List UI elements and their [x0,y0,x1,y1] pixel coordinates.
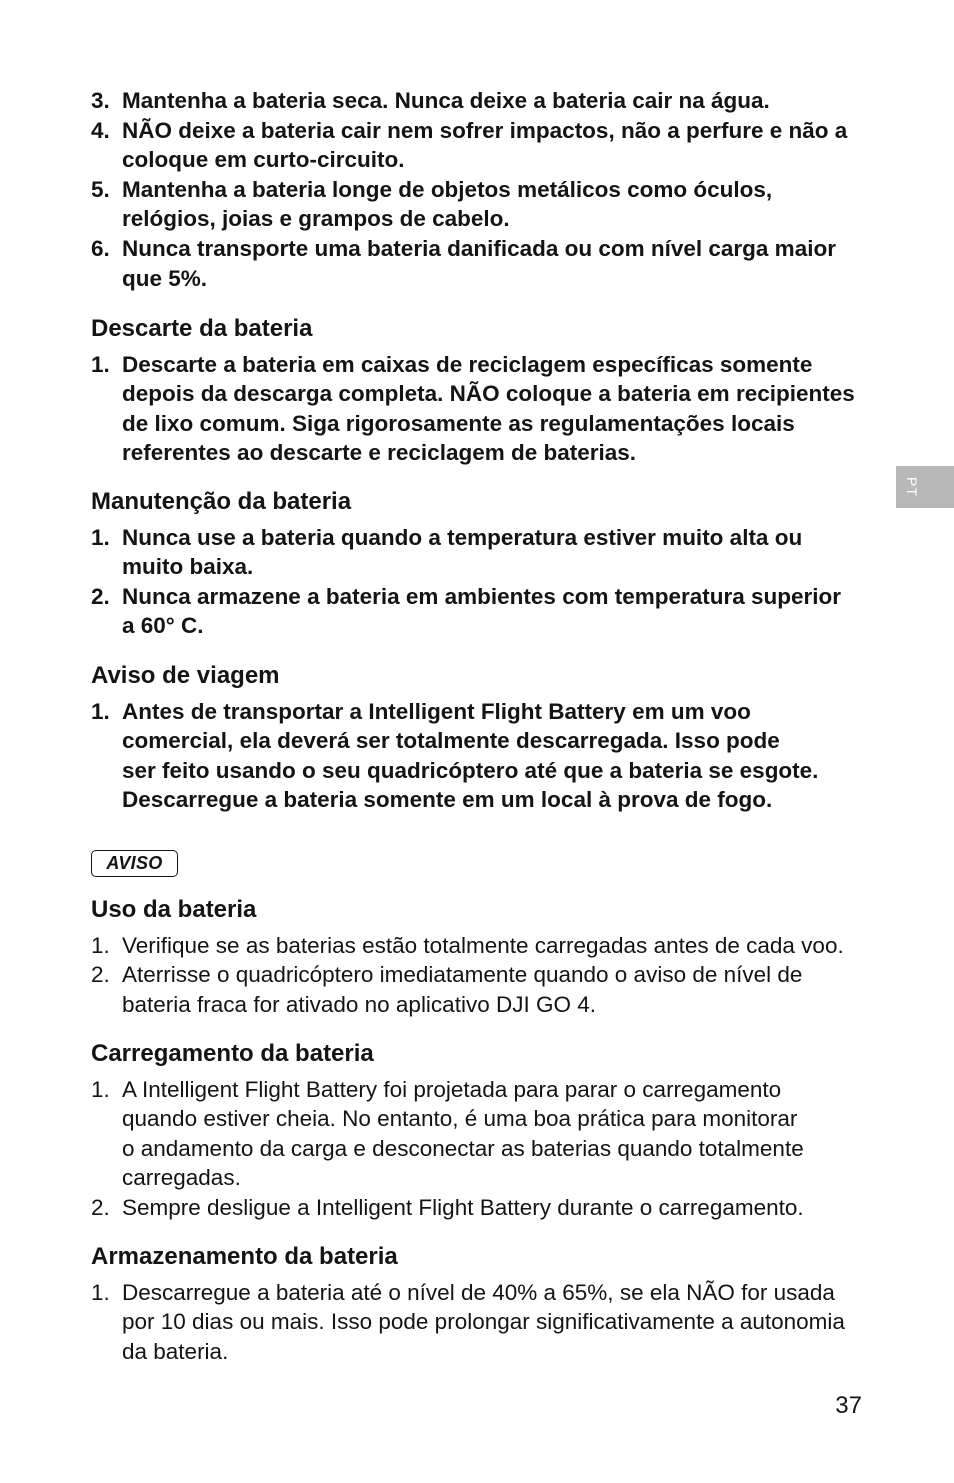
list-text-line: A Intelligent Flight Battery foi projetada para parar o carregamento [122,1076,782,1102]
numbered-list [91,86,881,293]
list-item [91,523,881,582]
list-number: 1. [91,1279,110,1305]
list-text-line: Descarregue a bateria até o nível de 40% a 65%, se ela NÃO for usada [122,1279,835,1305]
list-number: 2. [91,962,110,988]
numbered-list [91,350,881,468]
section-heading: Descarte da bateria [91,315,313,342]
list-text-line: muito baixa. [122,554,254,580]
list-number: 6. [91,235,110,261]
section-heading: Armazenamento da bateria [91,1243,398,1270]
section-storage [91,1242,881,1366]
section-maintenance [91,487,881,641]
section-usage [91,895,881,1019]
list-text-line: o andamento da carga e desconectar as baterias quando totalmente [122,1135,804,1161]
section-travel [91,661,881,815]
section-heading: Aviso de viagem [91,662,280,689]
numbered-list [91,523,881,641]
numbered-list [91,697,881,815]
list-item [91,86,881,116]
language-tab [896,466,954,508]
list-number: 1. [91,932,110,958]
list-text-line: Sempre desligue a Intelligent Flight Battery durante o carregamento. [122,1194,804,1220]
list-text-line: ser feito usando o seu quadricóptero até que a bateria se esgote. [122,757,819,783]
list-text-line: por 10 dias ou mais. Isso pode prolongar significativamente a autonomia [122,1309,845,1335]
numbered-list [91,1278,881,1367]
list-item [91,234,881,293]
list-text-line: depois da descarga completa. NÃO coloque a bateria em recipientes [122,381,855,407]
section-heading: Uso da bateria [91,896,257,923]
list-item [91,697,881,815]
list-text-line: Antes de transportar a Intelligent Flight Battery em um voo [122,698,751,724]
list-item [91,1278,881,1367]
list-text-line: Mantenha a bateria seca. Nunca deixe a bateria cair na água. [122,88,770,113]
safety-list-continued [91,86,881,293]
list-text-line: referentes ao descarte e reciclagem de baterias. [122,440,637,466]
list-text-line: Nunca armazene a bateria em ambientes com temperatura superior [122,583,842,609]
list-number: 5. [91,176,110,202]
list-number: 1. [91,524,110,550]
list-text-line: Descarte a bateria em caixas de reciclagem específicas somente [122,351,813,377]
list-item [91,582,881,641]
numbered-list [91,931,881,1020]
list-text-line: comercial, ela deverá ser totalmente descarregada. Isso pode [122,728,780,754]
numbered-list [91,1075,881,1223]
list-text-line: bateria fraca for ativado no aplicativo DJI GO 4. [122,991,596,1017]
language-tab-label: PT [903,477,920,497]
list-text-line: Descarregue a bateria somente em um local à prova de fogo. [122,787,773,813]
list-text-line: da bateria. [122,1338,229,1364]
list-text-line: NÃO deixe a bateria cair nem sofrer impactos, não a perfure e não a [122,117,848,143]
list-text-line: coloque em curto-circuito. [122,147,405,173]
list-text-line: Verifique se as baterias estão totalmente carregadas antes de cada voo. [122,932,844,958]
list-number: 2. [91,583,110,609]
notice-badge: AVISO [91,850,178,877]
list-text-line: que 5%. [122,265,208,291]
list-item [91,175,881,234]
list-number: 2. [91,1194,110,1220]
section-disposal [91,314,881,468]
list-item [91,116,881,175]
list-text-line: Aterrisse o quadricóptero imediatamente quando o aviso de nível de [122,962,803,988]
page-number: 37 [835,1392,862,1419]
list-item [91,931,881,961]
list-text-line: Mantenha a bateria longe de objetos metálicos como óculos, [122,176,773,202]
list-number: 1. [91,698,110,724]
list-number: 4. [91,117,110,143]
list-number: 1. [91,351,110,377]
list-number: 1. [91,1076,110,1102]
list-number: 3. [91,88,110,113]
list-item [91,350,881,468]
list-item [91,1193,881,1223]
section-charging [91,1039,881,1223]
list-text-line: Nunca use a bateria quando a temperatura estiver muito alta ou [122,524,803,550]
section-heading: Manutenção da bateria [91,488,352,515]
list-item [91,960,881,1019]
section-heading: Carregamento da bateria [91,1040,374,1067]
list-item [91,1075,881,1193]
list-text-line: de lixo comum. Siga rigorosamente as regulamentações locais [122,410,795,436]
list-text-line: Nunca transporte uma bateria danificada ou com nível carga maior [122,235,836,261]
list-text-line: quando estiver cheia. No entanto, é uma boa prática para monitorar [122,1106,798,1132]
list-text-line: a 60° C. [122,613,204,639]
list-text-line: carregadas. [122,1165,241,1191]
list-text-line: relógios, joias e grampos de cabelo. [122,206,510,232]
